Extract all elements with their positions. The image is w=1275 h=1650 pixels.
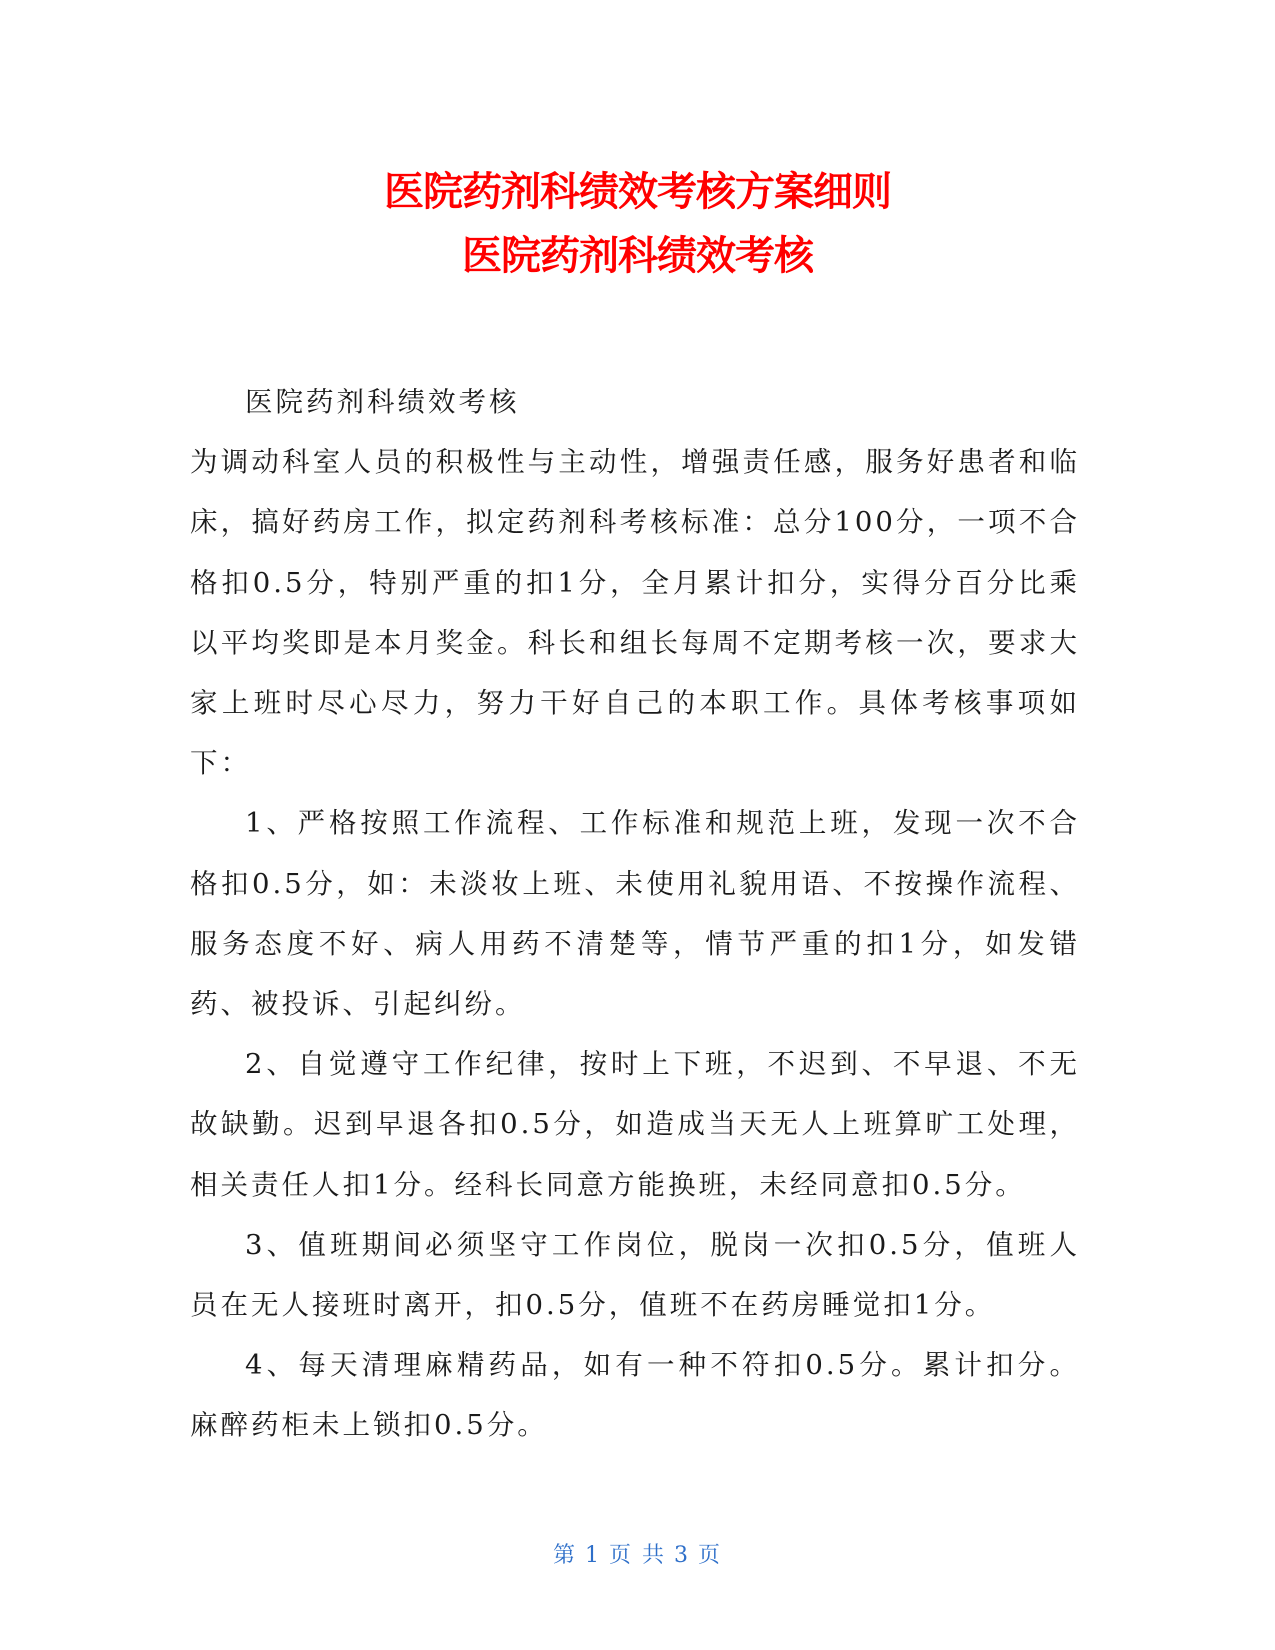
section-heading: 医院药剂科绩效考核 [245,386,520,418]
document-subtitle: 医院药剂科绩效考核 [462,233,813,279]
footer-mid: 页 共 [609,1543,666,1568]
document-body [190,372,1080,1456]
footer-prefix: 第 [552,1543,577,1568]
footer-page-number: 1 [585,1543,601,1568]
rule-paragraph-3: 3、值班期间必须坚守工作岗位，脱岗一次扣0.5分，值班人员在无人接班时离开，扣0.5分，值班不在药房睡觉扣1分。 [190,1228,1080,1322]
footer-page-total: 3 [674,1543,690,1568]
footer-suffix: 页 [698,1543,723,1568]
rule-paragraph-4: 4、每天清理麻精药品，如有一种不符扣0.5分。累计扣分。麻醉药柜未上锁扣0.5分。 [190,1349,1080,1442]
page-footer [0,1538,1275,1569]
rule-paragraph-1: 1、严格按照工作流程、工作标准和规范上班，发现一次不合格扣0.5分，如：未淡妆上班、未使用礼貌用语、不按操作流程、服务态度不好、病人用药不清楚等，情节严重的扣1分，如发错药、被投诉、引起纠纷。 [190,807,1080,1021]
intro-paragraph: 为调动科室人员的积极性与主动性，增强责任感，服务好患者和临床，搞好药房工作，拟定药剂科考核标准：总分100分，一项不合格扣0.5分，特别严重的扣1分，全月累计扣分，实得分百分比乘以平均奖即是本月奖金。科长和组长每周不定期考核一次，要求大家上班时尽心尽力，努力干好自己的本职工作。具体考核事项如下： [190,446,1080,780]
title-block [0,160,1275,288]
document-title: 医院药剂科绩效考核方案细则 [384,169,891,215]
rule-paragraph-2: 2、自觉遵守工作纪律，按时上下班，不迟到、不早退、不无故缺勤。迟到早退各扣0.5分，如造成当天无人上班算旷工处理，相关责任人扣1分。经科长同意方能换班，未经同意扣0.5分。 [190,1048,1080,1201]
